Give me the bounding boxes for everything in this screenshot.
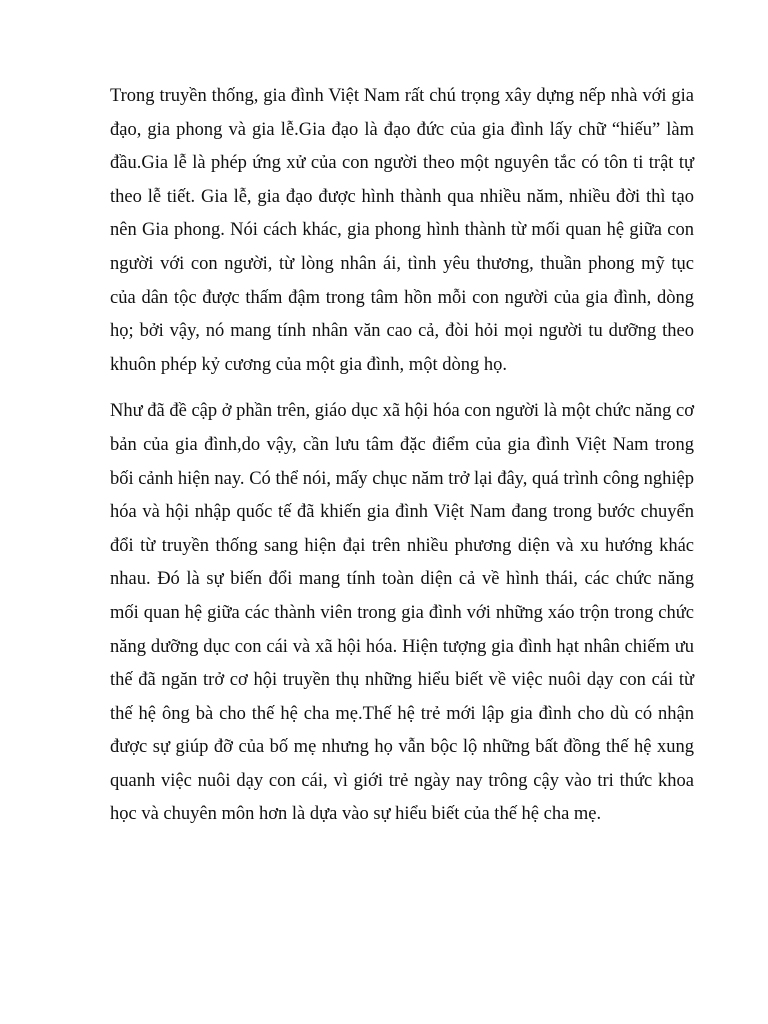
paragraph-tradition: Trong truyền thống, gia đình Việt Nam rất chú trọng xây dựng nếp nhà với gia đạo, gia phong và gia lễ.Gia đạo là đạo đức của gia đình lấy chữ “hiếu” làm đầu.Gia lễ là phép ứng xử của con người theo một nguyên tắc có tôn ti trật tự theo lễ tiết. Gia lễ, gia đạo được hình thành qua nhiều năm, nhiều đời thì tạo nên Gia phong. Nói cách khác, gia phong hình thành từ mối quan hệ giữa con người với con người, từ lòng nhân ái, tình yêu thương, thuần phong mỹ tục của dân tộc được thấm đậm trong tâm hồn mỗi con người của gia đình, dòng họ; bởi vậy, nó mang tính nhân văn cao cả, đòi hỏi mọi người tu dưỡng theo khuôn phép kỷ cương của một gia đình, một dòng họ. (110, 86, 694, 375)
document-page (110, 80, 694, 845)
paragraph-modern-family: Như đã đề cập ở phần trên, giáo dục xã hội hóa con người là một chức năng cơ bản của gia đình,do vậy, cần lưu tâm đặc điểm của gia đình Việt Nam trong bối cảnh hiện nay. Có thể nói, mấy chục năm trở lại đây, quá trình công nghiệp hóa và hội nhập quốc tế đã khiến gia đình Việt Nam đang trong bước chuyển đổi từ truyền thống sang hiện đại trên nhiều phương diện và xu hướng khác nhau. Đó là sự biến đổi mang tính toàn diện cả về hình thái, các chức năng mối quan hệ giữa các thành viên trong gia đình với những xáo trộn trong chức năng dưỡng dục con cái và xã hội hóa. Hiện tượng gia đình hạt nhân chiếm ưu thế đã ngăn trở cơ hội truyền thụ những hiểu biết về việc nuôi dạy con cái từ thế hệ ông bà cho thế hệ cha mẹ.Thế hệ trẻ mới lập gia đình cho dù có nhận được sự giúp đỡ của bố mẹ nhưng họ vẫn bộc lộ những bất đồng thế hệ xung quanh việc nuôi dạy con cái, vì giới trẻ ngày nay trông cậy vào tri thức khoa học và chuyên môn hơn là dựa vào sự hiểu biết của thế hệ cha mẹ. (110, 401, 694, 825)
